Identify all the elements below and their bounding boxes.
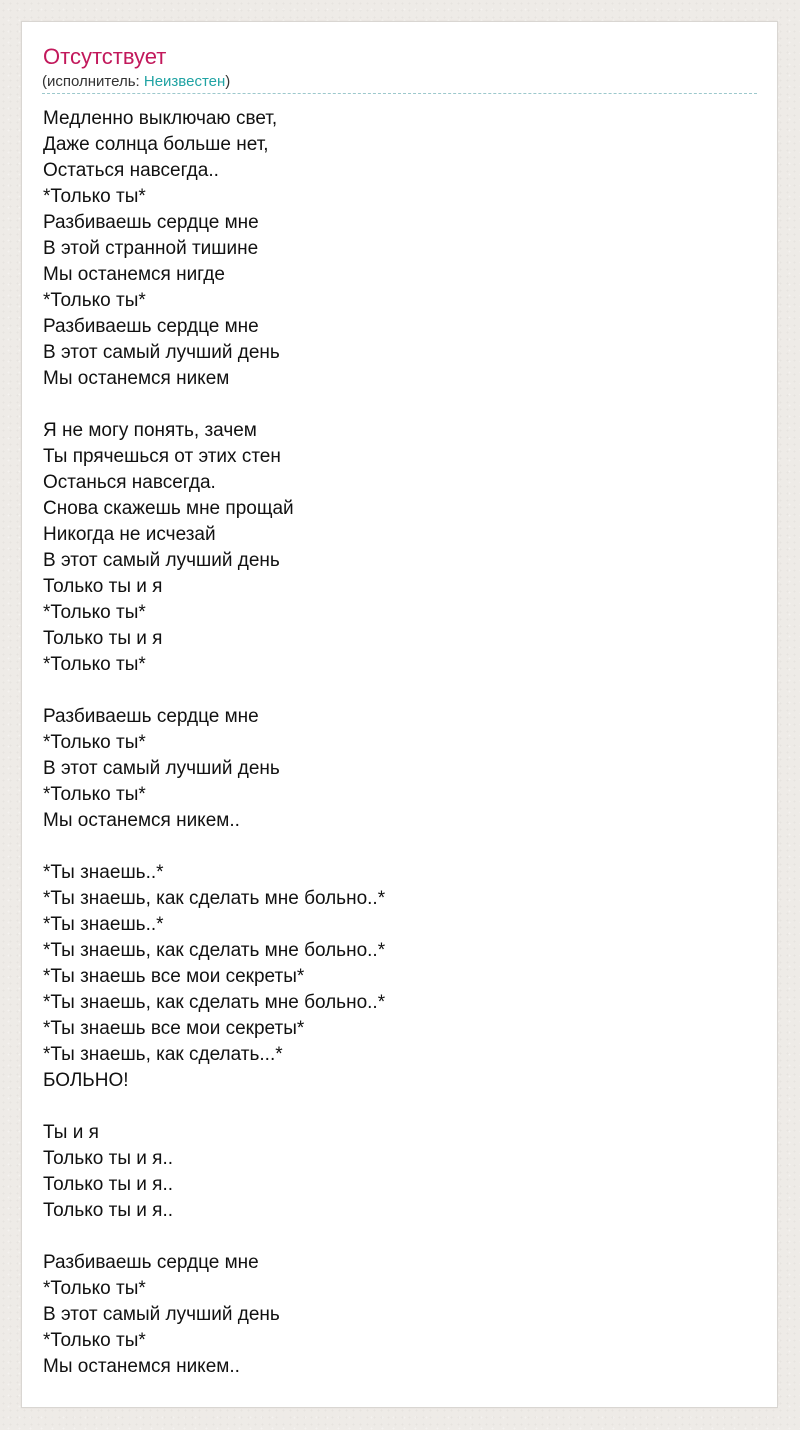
lyric-line: *Ты знаешь все мои секреты* [43, 1018, 305, 1039]
stanza-break [43, 1224, 743, 1250]
lyric-line: *Ты знаешь..* [43, 914, 164, 935]
lyric-line: *Ты знаешь, как сделать...* [43, 1044, 283, 1065]
lyric-line: *Только ты* [43, 602, 146, 623]
lyric-line: В этот самый лучший день [43, 1304, 280, 1325]
lyric-line: *Ты знаешь..* [43, 862, 164, 883]
lyric-line: Разбиваешь сердце мне [43, 1252, 259, 1273]
stanza-break [43, 678, 743, 704]
lyrics-text [43, 106, 743, 1380]
lyric-line: Только ты и я.. [43, 1148, 174, 1169]
lyric-line: Разбиваешь сердце мне [43, 212, 259, 233]
lyric-line: Только ты и я [43, 576, 163, 597]
lyric-line: Никогда не исчезай [43, 524, 216, 545]
lyric-line: Даже солнца больше нет, [43, 134, 269, 155]
lyric-line: Мы останемся никем.. [43, 810, 240, 831]
stanza-break [43, 834, 743, 860]
lyric-line: Разбиваешь сердце мне [43, 706, 259, 727]
lyric-line: Медленно выключаю свет, [43, 108, 278, 129]
lyric-line: Только ты и я.. [43, 1174, 174, 1195]
lyric-line: БОЛЬНО! [43, 1070, 129, 1091]
lyric-line: Мы останемся нигде [43, 264, 225, 285]
artist-prefix: (исполнитель: [42, 73, 144, 90]
lyric-line: *Ты знаешь все мои секреты* [43, 966, 305, 987]
lyric-line: Останься навсегда. [43, 472, 216, 493]
lyric-line: *Только ты* [43, 732, 146, 753]
lyric-line: В этот самый лучший день [43, 342, 280, 363]
song-title: Отсутствует [43, 44, 167, 69]
lyric-line: *Только ты* [43, 654, 146, 675]
artist-link[interactable]: Неизвестен [143, 73, 226, 90]
lyric-line: Разбиваешь сердце мне [43, 316, 259, 337]
lyric-line: В этот самый лучший день [43, 758, 280, 779]
lyric-line: Только ты и я.. [43, 1200, 174, 1221]
lyric-line: Остаться навсегда.. [43, 160, 219, 181]
lyric-line: Я не могу понять, зачем [43, 420, 257, 441]
artist-suffix: ) [225, 73, 231, 90]
lyric-line: Ты прячешься от этих стен [43, 446, 281, 467]
lyric-line: *Ты знаешь, как сделать мне больно..* [43, 992, 386, 1013]
lyric-line: *Ты знаешь, как сделать мне больно..* [43, 888, 386, 909]
artist-line [42, 72, 230, 92]
stanza-break [43, 392, 743, 418]
stanza-break [43, 1094, 743, 1120]
lyric-line: *Только ты* [43, 784, 146, 805]
lyric-line: Мы останемся никем [43, 368, 230, 389]
lyric-line: *Только ты* [43, 1278, 146, 1299]
lyric-line: В этот самый лучший день [43, 550, 280, 571]
lyric-line: В этой странной тишине [43, 238, 259, 259]
lyrics-card [21, 21, 778, 1408]
lyric-line: Только ты и я [43, 628, 163, 649]
lyric-line: Снова скажешь мне прощай [43, 498, 294, 519]
lyric-line: Ты и я [43, 1122, 99, 1143]
lyric-line: *Только ты* [43, 1330, 146, 1351]
header-divider [42, 93, 757, 94]
lyric-line: Мы останемся никем.. [43, 1356, 240, 1377]
lyric-line: *Только ты* [43, 186, 146, 207]
lyric-line: *Только ты* [43, 290, 146, 311]
lyric-line: *Ты знаешь, как сделать мне больно..* [43, 940, 386, 961]
